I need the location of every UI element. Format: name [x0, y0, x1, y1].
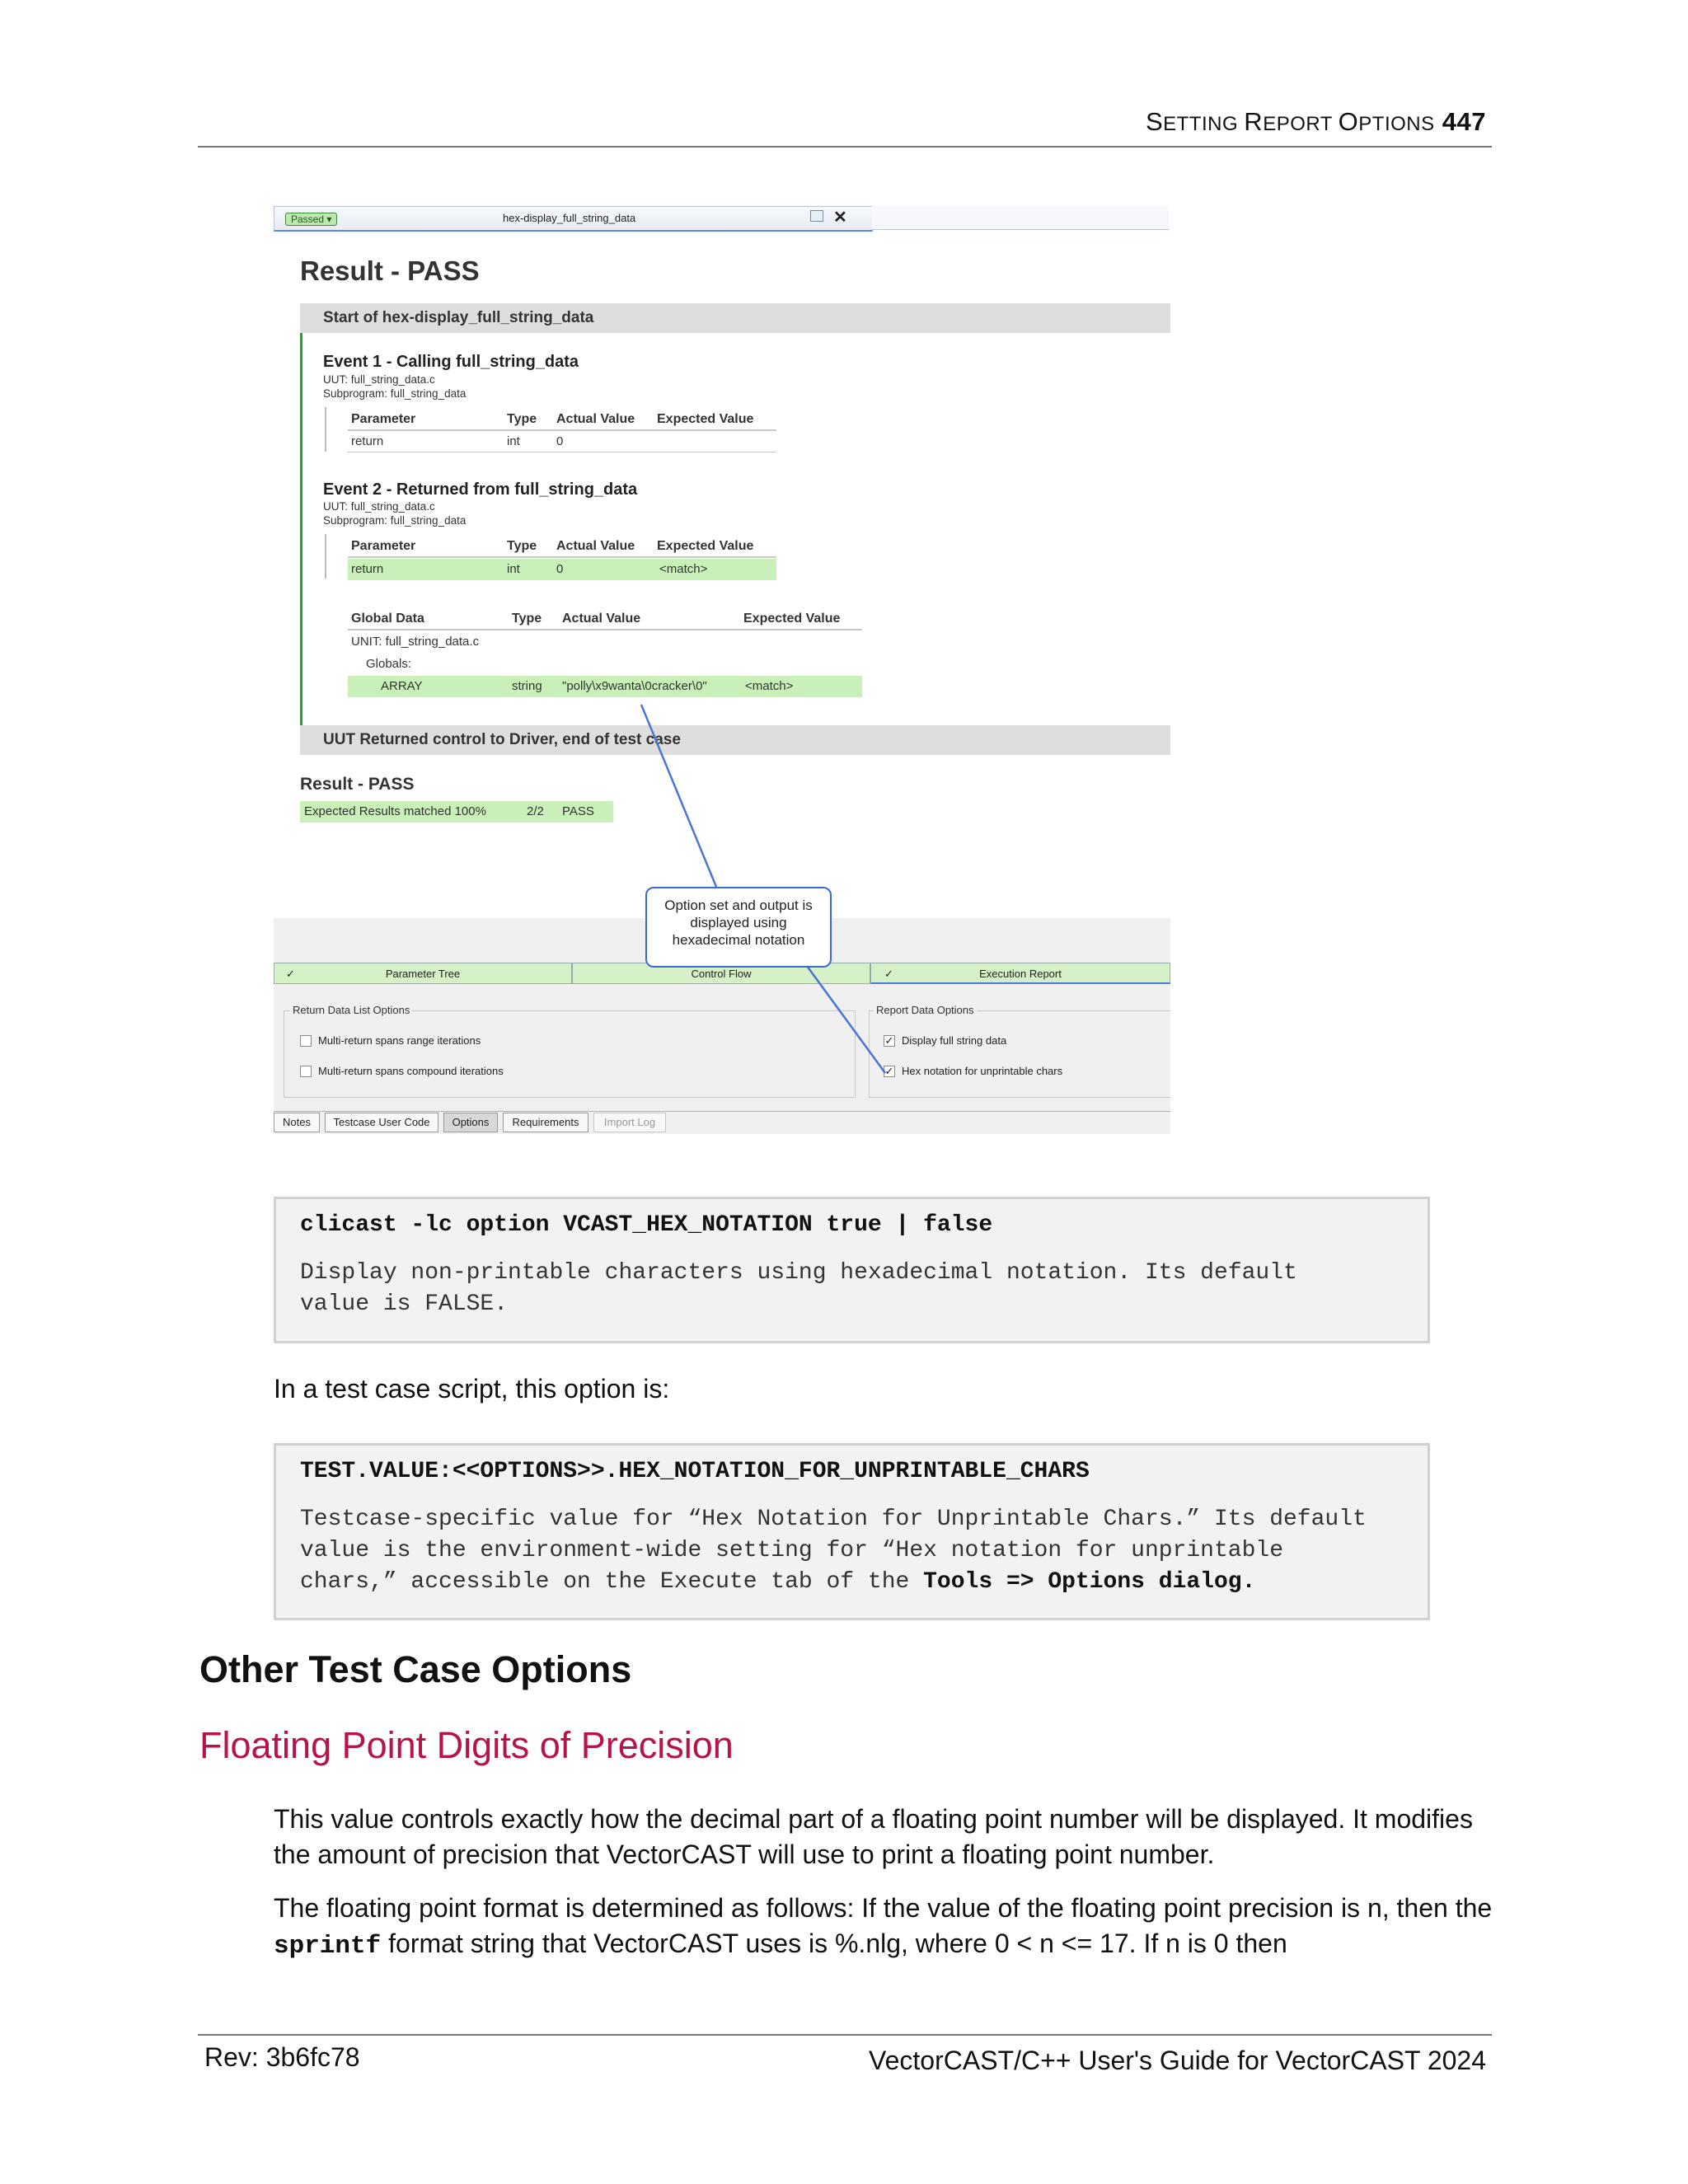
float-paragraph-2: The floating point format is determined as follows: If the value of the floating point precision is n, then the sprintf format string that VectorCAST uses is %.nlg, where 0 < n <= 17. If n is 0 then — [274, 1893, 1493, 1961]
header-rule — [198, 146, 1492, 148]
event-1-col-type: Type — [507, 412, 537, 426]
callout-box: Option set and output is displayed using hexadecimal notation — [645, 887, 832, 968]
execution-report-screenshot — [274, 204, 1170, 1134]
event-2-title: Event 2 - Returned from full_string_data — [323, 480, 638, 499]
heading-other-test-case-options: Other Test Case Options — [199, 1648, 632, 1690]
event-1-col-param: Parameter — [351, 412, 416, 426]
event-2-col-type: Type — [507, 539, 537, 553]
result-summary-count: 2/2 — [527, 804, 544, 818]
event-1-subprogram: Subprogram: full_string_data — [323, 387, 467, 400]
close-icon[interactable]: ✕ — [833, 209, 847, 227]
event-2-expected: <match> — [659, 562, 708, 576]
global-type: string — [512, 679, 542, 693]
global-col-actual: Actual Value — [562, 612, 641, 626]
event-2-col-actual: Actual Value — [556, 539, 635, 553]
callout-pointer-bottom — [807, 966, 885, 1073]
global-actual: "polly\x9wanta\0cracker\0" — [562, 679, 707, 693]
hex-notation-label: Hex notation for unprintable chars — [902, 1065, 1063, 1077]
heading-floating-point-precision: Floating Point Digits of Precision — [199, 1724, 734, 1766]
tab-requirements[interactable]: Requirements — [503, 1113, 588, 1132]
footer-rule — [198, 2034, 1492, 2036]
running-header: SETTING REPORT OPTIONS 447 — [1145, 107, 1486, 136]
tab-control-flow[interactable]: Control Flow — [572, 963, 870, 984]
clicast-description: Display non-printable characters using hexadecimal notation. Its default value is FALSE. — [300, 1260, 1297, 1317]
execution-report-check-icon: ✓ — [884, 968, 893, 980]
global-unit: UNIT: full_string_data.c — [351, 635, 480, 649]
result-summary-status: PASS — [562, 804, 594, 818]
float-paragraph-1: This value controls exactly how the decimal part of a floating point number will be displayed. It modifies the amount of precision that VectorCAST will use to print a floating point number. — [274, 1804, 1473, 1869]
globals-label: Globals: — [366, 657, 412, 671]
event-2-param: return — [351, 562, 384, 576]
callout-pointer-top — [641, 705, 716, 887]
multi-return-compound-label: Multi-return spans compound iterations — [318, 1065, 504, 1077]
event-2-uut: UUT: full_string_data.c — [323, 500, 435, 513]
page-number: 447 — [1442, 107, 1486, 136]
hex-notation-checkbox[interactable]: ✓ — [884, 1065, 894, 1077]
event-1-uut: UUT: full_string_data.c — [323, 373, 435, 386]
global-expected: <match> — [745, 679, 794, 693]
sprintf-code: sprintf — [274, 1932, 382, 1961]
test-value-command: TEST.VALUE:<<OPTIONS>>.HEX_NOTATION_FOR_UNPRINTABLE_CHARS — [300, 1459, 1090, 1484]
event-1-col-expected: Expected Value — [657, 412, 754, 426]
tab-import-log[interactable]: Import Log — [593, 1113, 666, 1132]
callout-pointers — [274, 204, 1170, 1134]
result-heading: Result - PASS — [300, 255, 480, 286]
event-2-type: int — [507, 562, 520, 576]
script-intro-paragraph: In a test case script, this option is: — [274, 1374, 670, 1404]
global-col-name: Global Data — [351, 612, 424, 626]
test-value-description: Testcase-specific value for “Hex Notation for Unprintable Chars.” Its default value is the environment-wide setting for “Hex notation for unprintable chars,” accessible on the Execute tab of the Tools => Options dialog. — [300, 1507, 1367, 1595]
clicast-command: clicast -lc option VCAST_HEX_NOTATION true | false — [300, 1212, 993, 1238]
start-bar: Start of hex-display_full_string_data — [300, 303, 1170, 333]
tab-options[interactable]: Options — [443, 1113, 498, 1132]
event-1-type: int — [507, 434, 520, 448]
code-box-test-value — [274, 1443, 1430, 1620]
footer-guide-title: VectorCAST/C++ User's Guide for VectorCAST 2024 — [869, 2046, 1486, 2075]
event-2-col-expected: Expected Value — [657, 539, 754, 553]
global-name: ARRAY — [381, 679, 423, 693]
global-col-type: Type — [512, 612, 542, 626]
tab-execution-report[interactable]: ✓ Execution Report — [870, 963, 1170, 984]
footer-revision: Rev: 3b6fc78 — [204, 2042, 360, 2072]
event-1-actual: 0 — [556, 434, 564, 448]
event-1-title: Event 1 - Calling full_string_data — [323, 353, 579, 371]
report-tab-title: hex-display_full_string_data — [503, 212, 636, 224]
event-2-col-param: Parameter — [351, 539, 416, 553]
multi-return-range-label: Multi-return spans range iterations — [318, 1034, 481, 1047]
tools-options-dialog: Tools => Options dialog. — [923, 1569, 1256, 1595]
event-1-param: return — [351, 434, 384, 448]
parameter-tree-check-icon: ✓ — [286, 968, 295, 980]
event-1-col-actual: Actual Value — [556, 412, 635, 426]
tab-notes[interactable]: Notes — [274, 1113, 320, 1132]
tab-testcase-user-code[interactable]: Testcase User Code — [325, 1113, 438, 1132]
report-data-group-title: Report Data Options — [874, 1004, 977, 1016]
display-full-string-label: Display full string data — [902, 1034, 1007, 1047]
tab-parameter-tree[interactable]: ✓ Parameter Tree — [274, 963, 572, 984]
passed-status-button[interactable]: Passed ▾ — [285, 213, 337, 226]
return-data-group-title: Return Data List Options — [290, 1004, 412, 1016]
display-full-string-checkbox[interactable]: ✓ — [884, 1034, 894, 1047]
global-col-expected: Expected Value — [743, 612, 841, 626]
result-summary-text: Expected Results matched 100% — [304, 804, 486, 818]
event-2-actual: 0 — [556, 562, 564, 576]
end-bar: UUT Returned control to Driver, end of test case — [300, 725, 1170, 755]
code-box-clicast — [274, 1197, 1430, 1343]
event-2-subprogram: Subprogram: full_string_data — [323, 514, 467, 527]
result-footer-heading: Result - PASS — [300, 775, 415, 794]
